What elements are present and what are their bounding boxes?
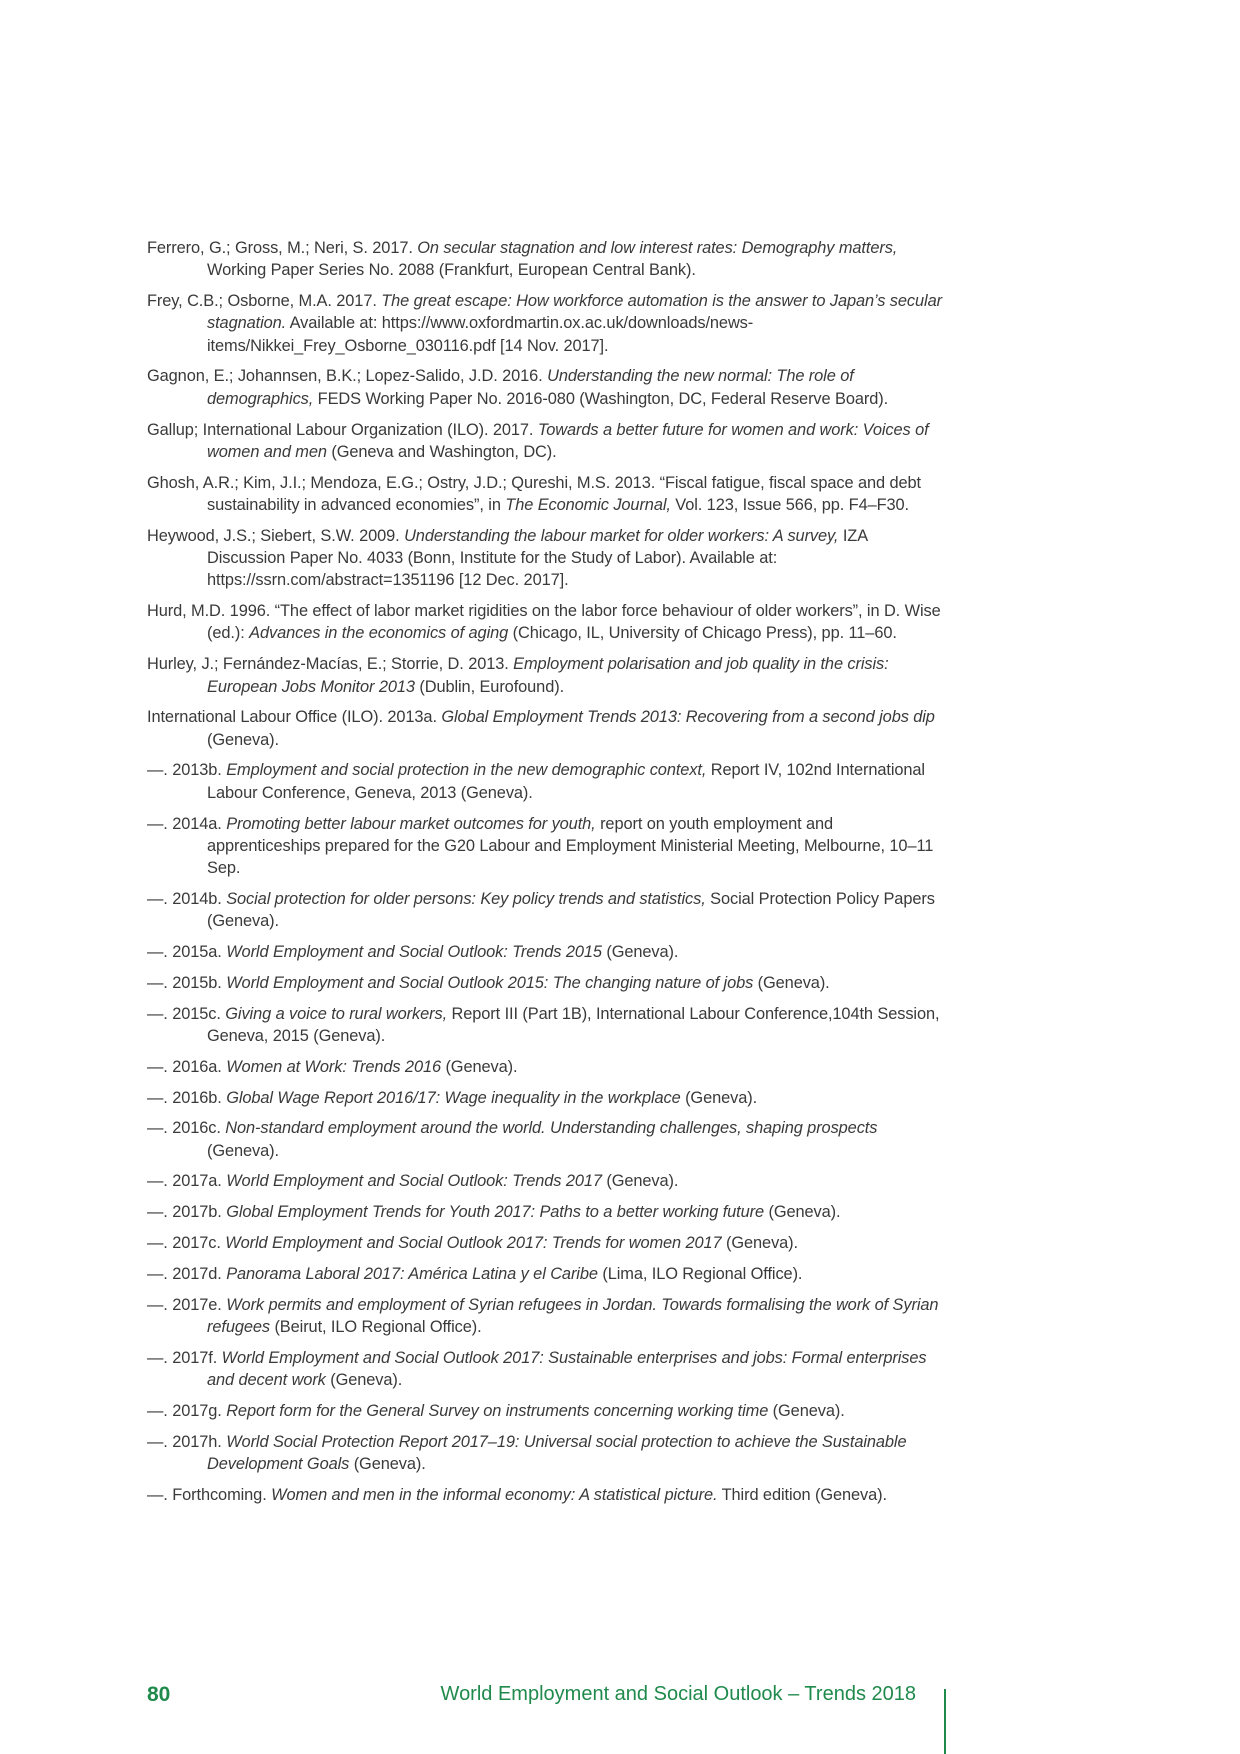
reference-entry: —. 2016c. Non-standard employment around the world. Understanding challenges, shaping prospects (Geneva). <box>147 1119 878 1160</box>
reference-entry: International Labour Office (ILO). 2013a. Global Employment Trends 2013: Recovering from a second jobs dip (Geneva). <box>147 708 935 749</box>
reference-entry: —. 2017d. Panorama Laboral 2017: América Latina y el Caribe (Lima, ILO Regional Office). <box>147 1264 803 1283</box>
reference-entry: —. 2015b. World Employment and Social Outlook 2015: The changing nature of jobs (Geneva). <box>147 973 830 992</box>
reference-entry: —. Forthcoming. Women and men in the informal economy: A statistical picture. Third edition (Geneva). <box>147 1485 887 1504</box>
reference-entry: Gagnon, E.; Johannsen, B.K.; Lopez-Salido, J.D. 2016. Understanding the new normal: The role of demographics, FEDS Working Paper No. 2016-080 (Washington, DC, Federal Reserve Board). <box>147 367 889 408</box>
reference-entry: —. 2017g. Report form for the General Survey on instruments concerning working time (Geneva). <box>147 1401 845 1420</box>
reference-entry: —. 2017h. World Social Protection Report 2017–19: Universal social protection to achieve the Sustainable Development Goals (Geneva). <box>147 1432 907 1473</box>
reference-entry: Hurd, M.D. 1996. “The effect of labor market rigidities on the labor force behaviour of older workers”, in D. Wise (ed.): Advances in the economics of aging (Chicago, IL, University of Chicago Press), pp. 11–60. <box>147 602 941 643</box>
reference-entry: Hurley, J.; Fernández-Macías, E.; Storrie, D. 2013. Employment polarisation and job quality in the crisis: European Jobs Monitor 2013 (Dublin, Eurofound). <box>147 655 889 696</box>
reference-entry: —. 2017c. World Employment and Social Outlook 2017: Trends for women 2017 (Geneva). <box>147 1233 798 1252</box>
reference-entry: —. 2017e. Work permits and employment of Syrian refugees in Jordan. Towards formalising the work of Syrian refugees (Beirut, ILO Regional Office). <box>147 1295 939 1336</box>
footer-divider <box>944 1689 946 1754</box>
reference-entry: —. 2014a. Promoting better labour market outcomes for youth, report on youth employment and apprenticeships prepared for the G20 Labour and Employment Ministerial Meeting, Melbourne, 10–11 Sep. <box>147 814 934 878</box>
reference-list <box>147 237 947 1514</box>
reference-entry: Ghosh, A.R.; Kim, J.I.; Mendoza, E.G.; Ostry, J.D.; Qureshi, M.S. 2013. “Fiscal fatigue, fiscal space and debt sustainability in advanced economies”, in The Economic Journal, Vol. 123, Issue 566, pp. F4–F30. <box>147 473 921 514</box>
reference-entry: —. 2017a. World Employment and Social Outlook: Trends 2017 (Geneva). <box>147 1172 679 1191</box>
reference-entry: —. 2014b. Social protection for older persons: Key policy trends and statistics, Social Protection Policy Papers (Geneva). <box>147 889 935 931</box>
reference-entry: —. 2015a. World Employment and Social Outlook: Trends 2015 (Geneva). <box>147 943 679 962</box>
reference-entry: Frey, C.B.; Osborne, M.A. 2017. The great escape: How workforce automation is the answer to Japan’s secular stagnation. Available at: https://www.oxfordmartin.ox.ac.uk/downloads/news-items/Nikkei_Frey_Osborne_030116.pdf [14 Nov. 2017]. <box>147 292 942 355</box>
reference-entry: Heywood, J.S.; Siebert, S.W. 2009. Understanding the labour market for older workers: A survey, IZA Discussion Paper No. 4033 (Bonn, Institute for the Study of Labor). Available at: https://ssrn.com/abstract=1351196 [12 Dec. 2017]. <box>147 526 868 590</box>
reference-entry: —. 2015c. Giving a voice to rural workers, Report III (Part 1B), International Labour Conference,104th Session, Geneva, 2015 (Geneva). <box>147 1004 940 1045</box>
reference-entry: Gallup; International Labour Organization (ILO). 2017. Towards a better future for women and work: Voices of women and men (Geneva and Washington, DC). <box>147 420 929 461</box>
reference-entry: —. 2016a. Women at Work: Trends 2016 (Geneva). <box>147 1057 518 1076</box>
reference-entry: —. 2017b. Global Employment Trends for Youth 2017: Paths to a better working future (Geneva). <box>147 1203 841 1222</box>
reference-entry: —. 2016b. Global Wage Report 2016/17: Wage inequality in the workplace (Geneva). <box>147 1088 758 1107</box>
reference-entry: Ferrero, G.; Gross, M.; Neri, S. 2017. On secular stagnation and low interest rates: Demography matters, Working Paper Series No. 2088 (Frankfurt, European Central Bank). <box>147 239 898 280</box>
running-footer-title: World Employment and Social Outlook – Trends 2018 <box>440 1683 916 1705</box>
page-number: 80 <box>147 1683 171 1706</box>
reference-entry: —. 2013b. Employment and social protection in the new demographic context, Report IV, 102nd International Labour Conference, Geneva, 2013 (Geneva). <box>147 761 925 802</box>
reference-entry: —. 2017f. World Employment and Social Outlook 2017: Sustainable enterprises and jobs: Formal enterprises and decent work (Geneva). <box>147 1348 927 1389</box>
